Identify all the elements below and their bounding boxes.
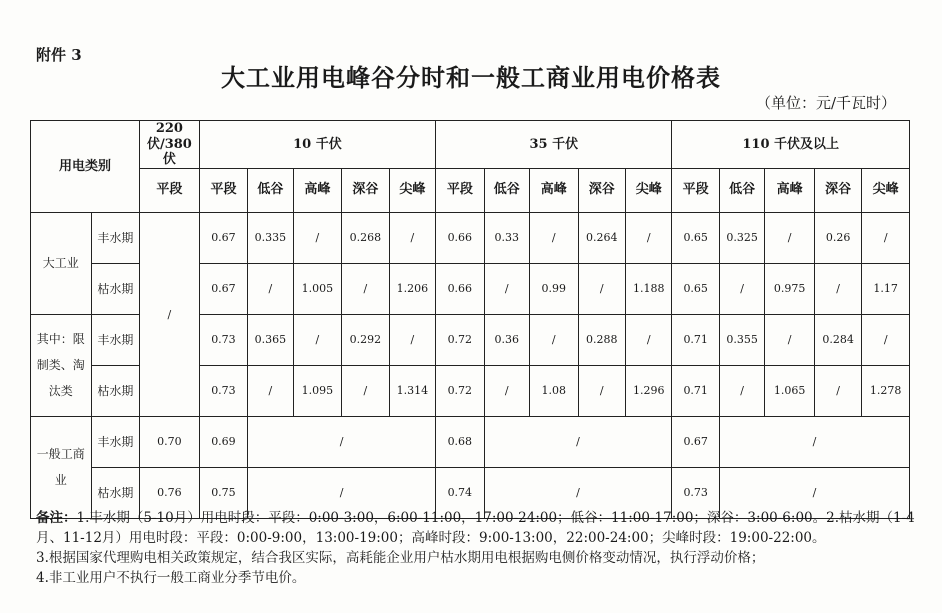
price-cell: 1.278: [862, 365, 910, 416]
price-cell: 1.314: [389, 365, 435, 416]
price-cell: 0.67: [672, 416, 719, 467]
price-cell: /: [719, 365, 764, 416]
period-header: 低谷: [248, 168, 293, 212]
price-cell: /: [530, 314, 578, 365]
price-cell: 0.73: [199, 314, 247, 365]
price-cell: 0.65: [672, 212, 719, 263]
price-cell: 0.335: [248, 212, 293, 263]
period-header: 深谷: [342, 168, 389, 212]
price-cell: /: [342, 263, 389, 314]
price-cell: /: [765, 212, 815, 263]
note-3: 3.根据国家代理购电相关政策规定，结合我区实际，高耗能企业用户枯水期用电根据购电侧价格变动情况，执行浮动价格；: [36, 550, 765, 566]
season-cell: 枯水期: [91, 365, 140, 416]
category-cell: 大工业: [31, 212, 92, 314]
price-cell: 0.975: [765, 263, 815, 314]
price-cell: 0.72: [436, 365, 484, 416]
price-cell: 1.095: [293, 365, 341, 416]
period-header: 平段: [672, 168, 719, 212]
price-cell: /: [530, 212, 578, 263]
price-cell: /: [389, 212, 435, 263]
price-cell: 1.17: [862, 263, 910, 314]
table-row: [31, 212, 910, 263]
price-cell: /: [625, 314, 671, 365]
price-cell: 0.264: [578, 212, 625, 263]
note-4: 4.非工业用户不执行一般工商业分季节电价。: [36, 570, 306, 586]
period-header: 高峰: [530, 168, 578, 212]
price-cell: 0.70: [140, 416, 200, 467]
season-cell: 丰水期: [91, 212, 140, 263]
price-cell: 1.005: [293, 263, 341, 314]
price-cell: 0.73: [199, 365, 247, 416]
annex-label: 附件 3: [36, 46, 82, 64]
price-cell: /: [248, 365, 293, 416]
period-header: 尖峰: [625, 168, 671, 212]
season-cell: 枯水期: [91, 467, 140, 518]
price-cell: 0.71: [672, 314, 719, 365]
period-header: 尖峰: [862, 168, 910, 212]
price-cell: /: [625, 212, 671, 263]
price-cell: /: [719, 263, 764, 314]
price-cell: /: [484, 263, 529, 314]
price-cell: 0.365: [248, 314, 293, 365]
price-cell: 0.99: [530, 263, 578, 314]
price-cell: 0.71: [672, 365, 719, 416]
voltage-35kv-header: 35 千伏: [436, 121, 672, 169]
period-header: 平段: [436, 168, 484, 212]
period-header: 平段: [199, 168, 247, 212]
category-header: 用电类别: [31, 121, 140, 213]
price-cell: 0.68: [436, 416, 484, 467]
price-cell: /: [862, 314, 910, 365]
price-cell: 0.67: [199, 212, 247, 263]
document-title: 大工业用电峰谷分时和一般工商业用电价格表: [221, 63, 721, 92]
price-cell: 0.75: [199, 467, 247, 518]
table-cell: /: [484, 416, 672, 467]
price-cell: 0.268: [342, 212, 389, 263]
price-cell: 1.08: [530, 365, 578, 416]
price-cell: 0.72: [436, 314, 484, 365]
category-cell: 一般工商业: [31, 416, 92, 518]
period-header: 尖峰: [389, 168, 435, 212]
price-cell: 1.296: [625, 365, 671, 416]
price-cell: /: [389, 314, 435, 365]
season-cell: 丰水期: [91, 416, 140, 467]
voltage-10kv-header: 10 千伏: [199, 121, 435, 169]
price-cell: 0.284: [814, 314, 861, 365]
period-header: 深谷: [814, 168, 861, 212]
table-cell: /: [248, 416, 436, 467]
price-cell: /: [814, 263, 861, 314]
price-cell: /: [293, 314, 341, 365]
period-header: 低谷: [719, 168, 764, 212]
price-cell: 0.325: [719, 212, 764, 263]
price-cell: 0.69: [199, 416, 247, 467]
price-cell: 1.065: [765, 365, 815, 416]
unit-label: （单位：元/千瓦时）: [755, 94, 896, 112]
price-cell: /: [342, 365, 389, 416]
table-cell: /: [719, 416, 909, 467]
price-cell: /: [248, 263, 293, 314]
season-cell: 枯水期: [91, 263, 140, 314]
price-cell: 0.355: [719, 314, 764, 365]
season-cell: 丰水期: [91, 314, 140, 365]
period-header: 平段: [140, 168, 200, 212]
price-cell: 0.26: [814, 212, 861, 263]
price-cell: 0.292: [342, 314, 389, 365]
table-row: [31, 416, 910, 467]
voltage-220-header: 220 伏/380 伏: [140, 121, 200, 169]
period-header: 深谷: [578, 168, 625, 212]
price-cell: 0.73: [672, 467, 719, 518]
price-cell: 1.188: [625, 263, 671, 314]
category-cell: 其中：限制类、淘汰类: [31, 314, 92, 416]
table-cell: /: [140, 212, 200, 416]
price-cell: 0.288: [578, 314, 625, 365]
price-cell: 0.74: [436, 467, 484, 518]
table-cell: /: [248, 467, 436, 518]
table-cell: /: [484, 467, 672, 518]
note-1: 1.丰水期（5-10月）用电时段：平段：0:00-3:00，6:00-11:00，17:00-24:00；低谷：11:00-17:00；深谷：3:00-6:00。2.枯水期（1-4月、11-12月）用电时段：平段：0:00-9:00，13:00-19:00；高峰时段：9:00-13:00，22:00-24:00；尖峰时段：19:00-22:00。: [36, 510, 915, 546]
notes: [36, 508, 916, 588]
period-header: 高峰: [293, 168, 341, 212]
price-cell: /: [765, 314, 815, 365]
price-cell: /: [862, 212, 910, 263]
price-cell: 0.36: [484, 314, 529, 365]
period-header: 低谷: [484, 168, 529, 212]
price-cell: /: [578, 263, 625, 314]
table-cell: /: [719, 467, 909, 518]
notes-label: 备注：: [36, 510, 77, 526]
voltage-110kv-header: 110 千伏及以上: [672, 121, 910, 169]
price-cell: /: [814, 365, 861, 416]
price-cell: 1.206: [389, 263, 435, 314]
price-cell: 0.66: [436, 212, 484, 263]
price-cell: 0.76: [140, 467, 200, 518]
period-header: 高峰: [765, 168, 815, 212]
price-cell: /: [293, 212, 341, 263]
price-cell: /: [578, 365, 625, 416]
price-cell: /: [484, 365, 529, 416]
price-cell: 0.33: [484, 212, 529, 263]
price-cell: 0.66: [436, 263, 484, 314]
price-table: [30, 120, 910, 519]
price-cell: 0.65: [672, 263, 719, 314]
price-cell: 0.67: [199, 263, 247, 314]
